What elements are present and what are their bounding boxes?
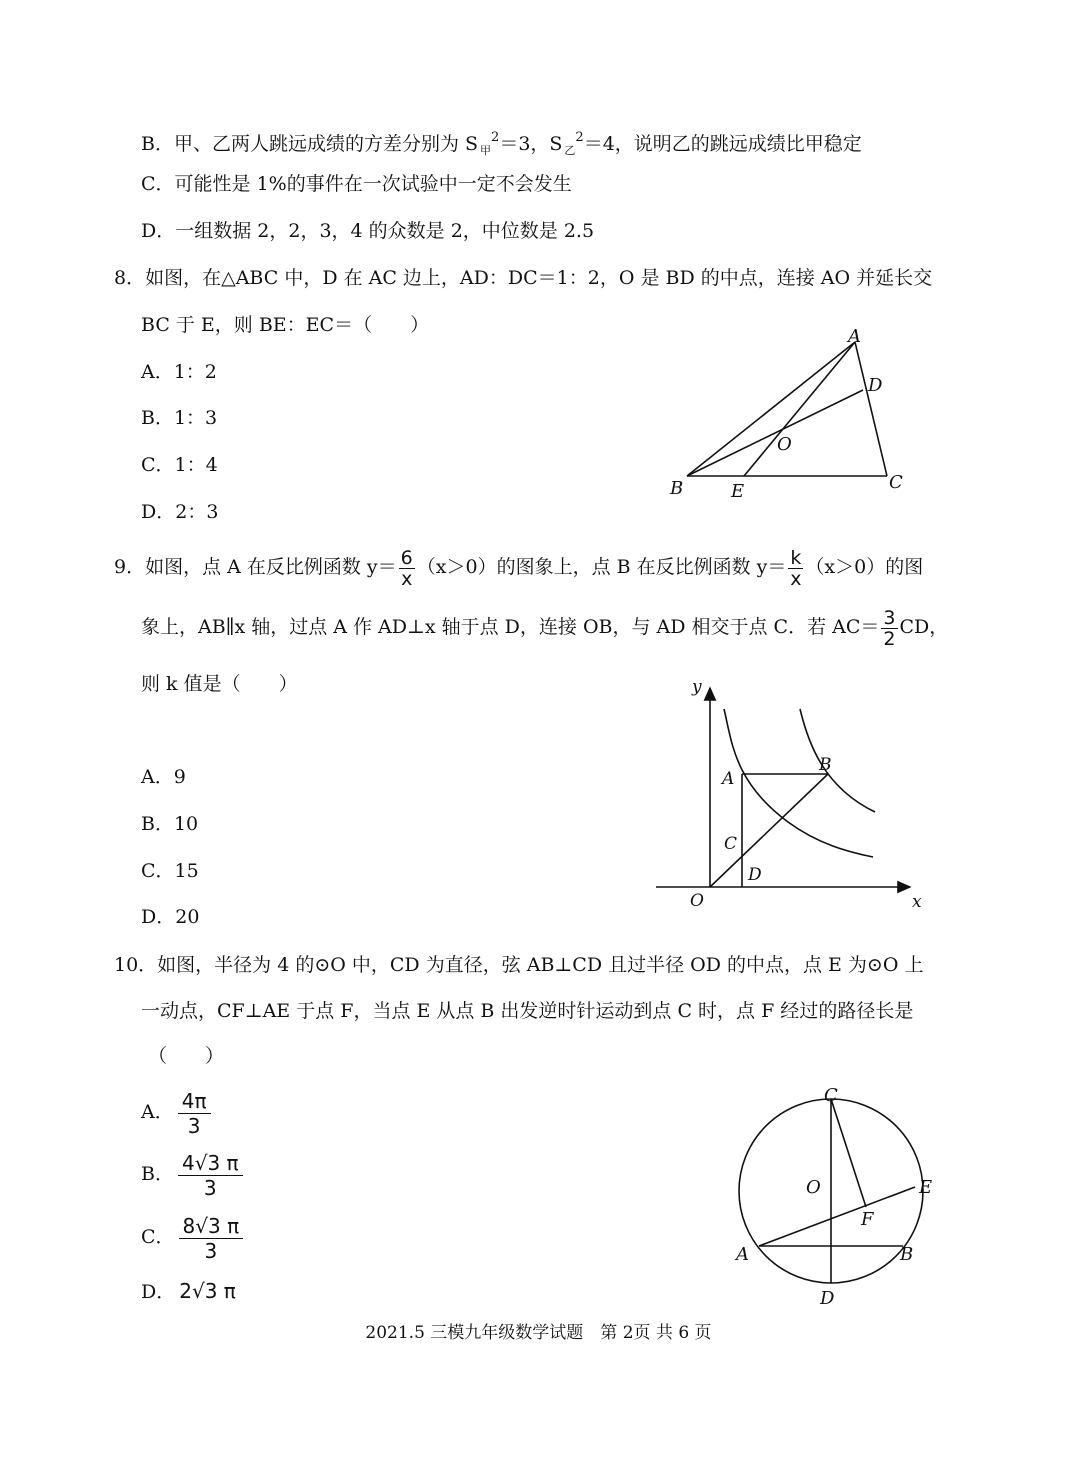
q9-stem-line2 <box>141 607 948 649</box>
q10-option-d <box>141 1278 236 1305</box>
q9-label-a: A <box>722 769 735 789</box>
q10-circle-figure <box>720 1080 950 1310</box>
q10-segment-cf <box>831 1099 866 1207</box>
q10-label-b: B <box>900 1244 914 1265</box>
q9-stem-line1 <box>114 547 923 589</box>
q9-frac-6-over-x <box>399 548 415 589</box>
q10-option-c-den: 3 <box>204 1238 218 1263</box>
q8-triangle-figure <box>665 322 925 507</box>
q10-label-a: A <box>736 1244 749 1265</box>
q9-frac-3-over-2 <box>881 608 897 649</box>
q10-label-d: D <box>820 1288 835 1309</box>
q10-label-f: F <box>861 1209 874 1230</box>
q7-b-sup2: 2 <box>575 130 584 145</box>
q9-frac1-num: 6 <box>400 546 413 569</box>
q9-frac-k-over-x <box>788 548 803 589</box>
page-footer: 2021.5 三模九年级数学试题 第 2页 共 6 页 <box>365 1323 712 1343</box>
q9-stem-line3: 则 k 值是（ ） <box>141 673 298 695</box>
q10-option-c <box>141 1213 243 1263</box>
q10-stem-line3: （ ） <box>148 1045 225 1067</box>
q8-label-e: E <box>731 481 745 502</box>
q9-stem2-a: 象上，AB∥x 轴，过点 A 作 AD⊥x 轴于点 D，连接 OB，与 AD 相交于点 C．若 AC＝ <box>141 616 880 638</box>
q8-line-bd <box>687 390 863 476</box>
q8-line-ac <box>855 342 887 476</box>
q8-label-o: O <box>777 434 792 455</box>
q9-curve-k-over-x <box>800 709 875 812</box>
q10-stem-line2: 一动点，CF⊥AE 于点 F，当点 E 从点 B 出发逆时针运动到点 C 时，点 F 经过的路径长是 <box>141 1000 914 1022</box>
q9-option-d: D．20 <box>141 906 200 928</box>
q9-option-a: A．9 <box>141 766 186 788</box>
q9-label-y: y <box>692 677 702 697</box>
q9-frac1-den: x <box>401 567 413 590</box>
q8-line-ba <box>687 342 855 476</box>
q9-option-c: C．15 <box>141 860 199 882</box>
q10-label-o: O <box>806 1177 821 1198</box>
q10-option-b-frac <box>178 1151 243 1200</box>
q7-option-b <box>141 125 862 164</box>
q9-label-d: D <box>748 865 762 885</box>
q9-label-o: O <box>690 891 704 911</box>
q9-stem1-c: （x＞0）的图 <box>805 556 924 578</box>
q7-b-suffix: ＝4，说明乙的跳远成绩比甲稳定 <box>583 133 862 155</box>
q7-b-sub2: 乙 <box>564 144 576 157</box>
q10-option-c-letter: C． <box>141 1226 175 1248</box>
q10-option-a-num: 4π <box>178 1089 211 1114</box>
q10-option-c-num: 8√3 π <box>179 1214 244 1239</box>
q7-b-prefix: B．甲、乙两人跳远成绩的方差分别为 S <box>141 133 479 155</box>
q9-stem1-b: （x＞0）的图象上，点 B 在反比例函数 y＝ <box>416 556 787 578</box>
q10-label-e: E <box>919 1177 933 1198</box>
q9-frac3-den: 2 <box>883 627 896 650</box>
q7-option-c: C．可能性是 1%的事件在一次试验中一定不会发生 <box>141 173 572 195</box>
q10-option-a <box>141 1088 211 1138</box>
q9-frac3-num: 3 <box>883 606 896 629</box>
q8-option-b: B．1：3 <box>141 407 218 429</box>
q9-label-x: x <box>912 892 922 912</box>
q10-line-ae <box>759 1187 915 1246</box>
q9-option-b: B．10 <box>141 813 199 835</box>
q7-b-mid: ＝3，S <box>499 133 563 155</box>
q10-label-c: C <box>824 1085 838 1106</box>
q8-option-d: D．2：3 <box>141 501 219 523</box>
q10-stem-line1: 10．如图，半径为 4 的⊙O 中，CD 为直径，弦 AB⊥CD 且过半径 OD 的中点，点 E 为⊙O 上 <box>114 954 924 976</box>
q7-b-sub1: 甲 <box>480 144 492 157</box>
q10-option-b-num: 4√3 π <box>178 1151 243 1176</box>
q10-option-d-value: 2√3 π <box>179 1279 236 1303</box>
q8-label-d: D <box>868 375 883 396</box>
q8-stem-line1: 8．如图，在△ABC 中，D 在 AC 边上，AD：DC＝1：2，O 是 BD 的中点，连接 AO 并延长交 <box>114 267 933 289</box>
q9-curve-6-over-x <box>724 709 873 857</box>
q8-option-c: C．1：4 <box>141 454 218 476</box>
q10-option-a-letter: A． <box>141 1101 174 1123</box>
q9-stem2-b: CD， <box>899 616 949 638</box>
q10-option-a-den: 3 <box>187 1113 201 1138</box>
q10-option-c-frac <box>179 1214 244 1263</box>
q9-frac2-den: x <box>790 567 802 590</box>
q8-stem-line2: BC 于 E，则 BE：EC＝（ ） <box>141 314 430 336</box>
q10-option-b-letter: B． <box>141 1163 174 1185</box>
q10-option-a-frac <box>178 1089 211 1138</box>
q9-segment-ob <box>710 774 828 887</box>
q9-label-c: C <box>724 834 738 854</box>
q8-option-a: A．1：2 <box>141 361 217 383</box>
q10-option-d-letter: D． <box>141 1281 176 1303</box>
q7-option-d: D．一组数据 2，2，3，4 的众数是 2，中位数是 2.5 <box>141 220 595 242</box>
q7-b-sup1: 2 <box>491 130 500 145</box>
q8-label-b: B <box>670 478 684 499</box>
q8-label-c: C <box>889 472 903 493</box>
q10-option-b-den: 3 <box>203 1175 217 1200</box>
q8-label-a: A <box>848 326 861 347</box>
q8-line-ae <box>744 342 855 476</box>
q9-frac2-num: k <box>790 546 802 569</box>
q9-graph-figure <box>648 672 928 917</box>
q9-label-b: B <box>819 755 832 775</box>
q10-option-b <box>141 1150 243 1200</box>
q9-stem1-a: 9．如图，点 A 在反比例函数 y＝ <box>114 556 397 578</box>
